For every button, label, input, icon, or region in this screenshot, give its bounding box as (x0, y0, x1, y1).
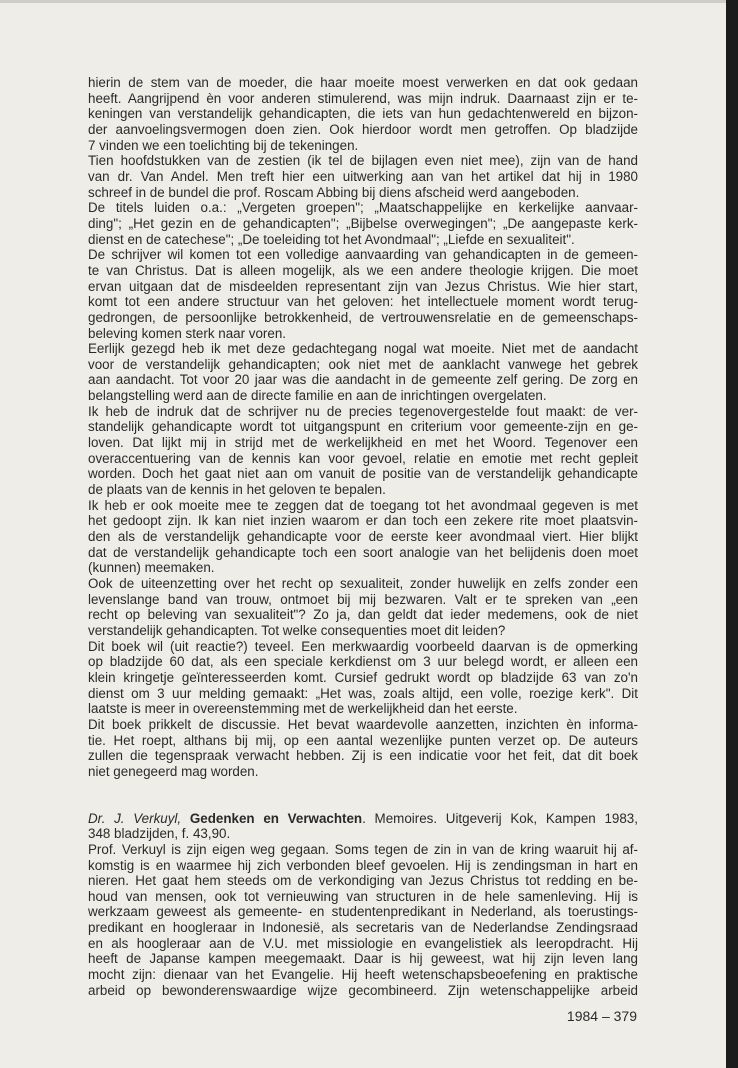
text-line: gedrongen, de persoonlijke betrokkenheid, de vertrouwensrelatie en de gemeenschaps- (88, 309, 638, 325)
text-line: laatste is meer in overeenstemming met de werkelijkheid dan het eerste. (88, 701, 518, 717)
text-line: keningen van verstandelijk gehandicapten, die iets van hun gedachtenwereld en bijzon- (88, 106, 638, 122)
text-line: beleving komen sterk naar voren. (88, 325, 286, 341)
text-line: dienst en de catechese"; „De toeleiding tot het Avondmaal"; „Liefde en sexualiteit". (88, 231, 575, 247)
text-line: verstandelijk gehandicapten. Tot welke consequenties moet dit leiden? (88, 622, 506, 638)
book-review-verkuyl (88, 811, 638, 999)
text-line: hierin de stem van de moeder, die haar moeite moest verwerken en dat ook gedaan (88, 75, 638, 90)
citation-title: Gedenken en Verwachten (189, 810, 363, 826)
citation-author: Dr. J. Verkuyl, (88, 810, 182, 826)
text-line: levenslange band van trouw, ontmoet bij mij bezwaren. Valt er te spreken van „een (88, 591, 638, 607)
scan-border-right (726, 0, 738, 1068)
text-line: en als hoogleraar aan de V.U. met missiologie en evangelistiek als leeropdracht. Hij (88, 935, 638, 951)
text-line: den als de verstandelijk gehandicapte voor de eerste keer avondmaal viert. Hier blijkt (88, 529, 638, 545)
text-line: zullen die tegenspraak verwacht hebben. Zij is een indicatie voor het feit, dat dit boek (88, 748, 638, 764)
citation-line-2: 348 bladzijden, f. 43,90. (88, 826, 231, 842)
text-line: tie. Het roept, althans bij mij, op een aantal wezenlijke punten verzet op. De auteurs (88, 732, 638, 748)
text-line: ervan uitgaan dat de misdeelden representant zijn van Jezus Christus. Wie hier start, (88, 278, 638, 294)
citation-publisher: . Memoires. Uitgeverij Kok, Kampen 1983, (362, 810, 638, 826)
text-line: nieren. Het gaat hem steeds om de verkondiging van Jezus Christus tot redding en be- (88, 873, 638, 889)
text-line: overaccentuering van de kennis kan voor gevoel, relatie en emotie met recht gepleit (88, 450, 638, 466)
text-line: (kunnen) meemaken. (88, 560, 215, 576)
text-line: op bladzijde 60 dat, als een speciale kerkdienst om 3 uur belegd wordt, er alleen een (88, 654, 638, 670)
paragraph (88, 404, 638, 498)
text-line: van dr. Van Andel. Men treft hier een uitwerking aan van het artikel dat hij in 1980 (88, 168, 638, 184)
text-line: Dit boek prikkelt de discussie. Het bevat waardevolle aanzetten, inzichten èn informa- (88, 716, 638, 732)
text-line: dat de verstandelijk gehandicapte toch een soort analogie van het belijdenis doen moet (88, 544, 638, 560)
text-line: Ik heb er ook moeite mee te zeggen dat de toegang tot het avondmaal gegeven is met (88, 497, 638, 513)
text-line: De schrijver wil komen tot een volledige aanvaarding van gehandicapten in de gemeen- (88, 247, 638, 263)
text-line: Ook de uiteenzetting over het recht op sexualiteit, zonder huwelijk en zelfs zonder een (88, 576, 638, 591)
text-line: werkzaam geweest als gemeente- en studentenpredikant in Nederland, als toerustings- (88, 904, 638, 920)
text-line: arbeid op bewonderenswaardige wijze gecombineerd. Zijn wetenschappelijke arbeid (88, 982, 638, 998)
text-line: komstig is en waarmee hij zich verbonden bleef gevoelen. Hij is zendingsman in hart en (88, 857, 638, 873)
text-line: houd van mensen, ook tot vernieuwing van structuren in de hele samenleving. Hij is (88, 888, 638, 904)
text-line: predikant en hoogleraar in Indonesië, als secretaris van de Nederlandse Zendingsraad (88, 920, 638, 936)
paragraph (88, 576, 638, 639)
review-body (88, 842, 638, 999)
page-number: 1984 – 379 (566, 1008, 637, 1024)
paragraph (88, 200, 638, 247)
text-line: aan aandacht. Tot voor 20 jaar was die aandacht in de gemeente zelf gering. De zorg en (88, 372, 638, 388)
text-line: het gedoopt zijn. Ik kan niet inzien waarom er dan toch een zekere rite moet plaatsvin- (88, 513, 638, 529)
text-line: niet genegeerd mag worden. (88, 763, 259, 779)
text-line: klein kringetje geïnteresseerden komt. Cursief gedrukt wordt op bladzijde 63 van zo'n (88, 669, 638, 685)
citation-line-1 (88, 811, 638, 827)
text-line: standelijk gehandicapte wordt tot uitgangspunt en criterium voor gemeente-zijn en ge- (88, 419, 638, 435)
text-line: loven. Dat lijkt mij in strijd met de werkelijkheid en met het Woord. Tegenover een (88, 435, 638, 451)
section-gap (88, 780, 638, 811)
text-line: der aanvoelingsvermogen doen zien. Ook hierdoor wordt men getroffen. Op bladzijde (88, 121, 638, 137)
text-line: schreef in de bundel die prof. Roscam Abbing bij diens afscheid werd aangeboden. (88, 184, 580, 200)
paragraph (88, 717, 638, 780)
body-text (88, 75, 638, 998)
text-line: belangstelling werd aan de directe familie en aan de inrichtingen overgelaten. (88, 388, 547, 404)
text-line: Tien hoofdstukken van de zestien (ik tel de bijlagen even niet mee), zijn van de hand (88, 153, 638, 169)
text-line: Eerlijk gezegd heb ik met deze gedachtegang nogal wat moeite. Niet met de aandacht (88, 341, 638, 357)
text-line: dienst om 3 uur melding gemaakt: „Het was, zoals altijd, een volle, roezige kerk". Dit (88, 685, 638, 701)
text-line: worden. Doch het gaat niet aan om vanuit de positie van de verstandelijk gehandicapte (88, 466, 638, 482)
text-line: mocht zijn: dienaar van het Evangelie. Hij heeft wetenschapsbeoefening en praktische (88, 967, 638, 983)
text-line: te van Christus. Dat is alleen mogelijk, als we een andere theologie krijgen. Die moet (88, 262, 638, 278)
text-line: Prof. Verkuyl is zijn eigen weg gegaan. Soms tegen de zin in van de kring waaruit hij af- (88, 841, 638, 857)
paragraph (88, 153, 638, 200)
text-line: Ik heb de indruk dat de schrijver nu de precies tegenovergestelde fout maakt: de ver- (88, 403, 638, 419)
paragraph (88, 498, 638, 576)
text-line: De titels luiden o.a.: „Vergeten groepen"; „Maatschappelijke en kerkelijke aanvaar- (88, 200, 638, 216)
paragraph (88, 639, 638, 717)
paragraph (88, 341, 638, 404)
review-continuation (88, 75, 638, 780)
text-line: ding"; „Het gezin en de gehandicapten"; „Bijbelse overwegingen"; „De aangepaste kerk- (88, 215, 638, 231)
text-line: 7 vinden we een toelichting bij de tekeningen. (88, 137, 359, 153)
text-line: recht op beleving van sexualiteit"? Zo ja, dan geldt dat ieder medemens, ook de niet (88, 607, 638, 623)
page-top-edge (0, 0, 726, 3)
text-line: heeft de Japanse kampen meegemaakt. Daar is hij geweest, wat hij zijn leven lang (88, 951, 638, 967)
text-line: voor de verstandelijk gehandicapten; ook niet met de aanklacht vanwege het gebrek (88, 356, 638, 372)
paragraph (88, 75, 638, 153)
text-line: de plaats van de kennis in het geloven te bepalen. (88, 482, 386, 498)
paragraph (88, 247, 638, 341)
text-line: Dit boek wil (uit reactie?) teveel. Een merkwaardig voorbeeld daarvan is de opmerking (88, 638, 638, 654)
text-line: heeft. Aangrijpend èn voor anderen stimulerend, was mijn indruk. Daarnaast zijn er te- (88, 90, 638, 106)
text-line: komt tot een andere structuur van het geloven: het intellectuele moment wordt terug- (88, 294, 638, 310)
